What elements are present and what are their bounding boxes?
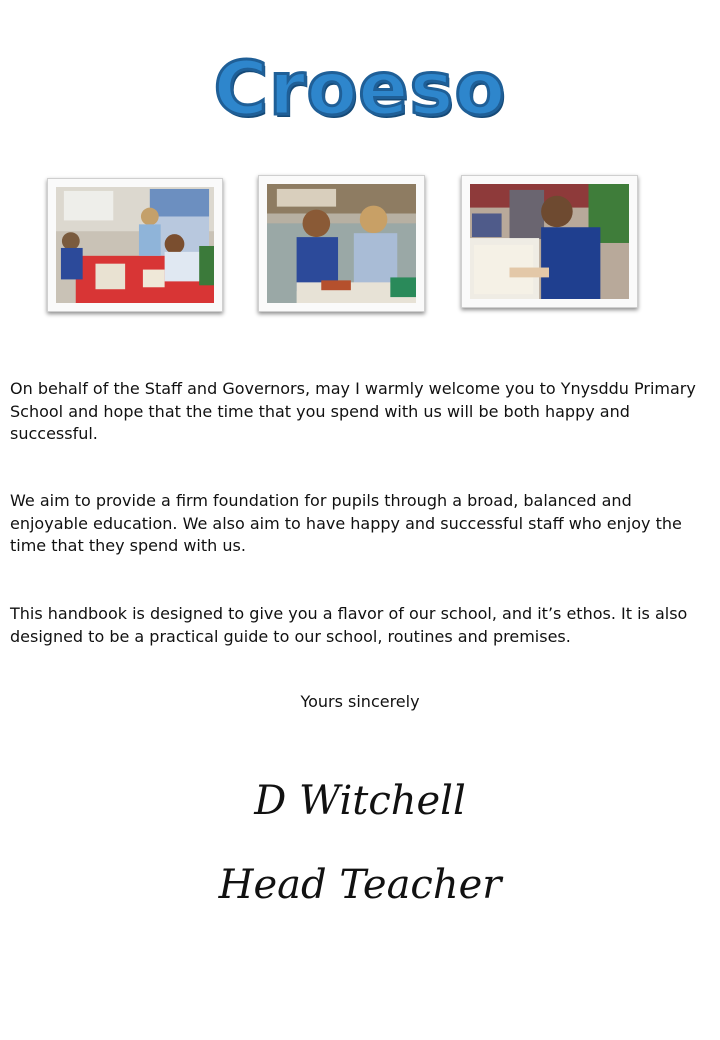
- signature-role: Head Teacher: [218, 862, 502, 908]
- handbook-paragraph: This handbook is designed to give you a flavor of our school, and it’s ethos. It is also designed to be a practical guide to our school, routines and premises.: [10, 604, 688, 646]
- aims-paragraph: We aim to provide a firm foundation for pupils through a broad, balanced and enjoyable education. We also aim to have happy and successful staff who enjoy the time that they spend with us.: [10, 491, 682, 555]
- signature-name: D Witchell: [254, 778, 466, 824]
- closing-text: Yours sincerely: [300, 692, 420, 711]
- classroom-photo: [47, 178, 223, 312]
- pupil-writing-photo: [461, 175, 638, 308]
- pupils-reading-photo: [258, 175, 425, 312]
- page-title: Croeso: [213, 46, 507, 132]
- welcome-paragraph: On behalf of the Staff and Governors, may I warmly welcome you to Ynysddu Primary School and hope that the time that you spend with us will be both happy and successful.: [10, 379, 696, 443]
